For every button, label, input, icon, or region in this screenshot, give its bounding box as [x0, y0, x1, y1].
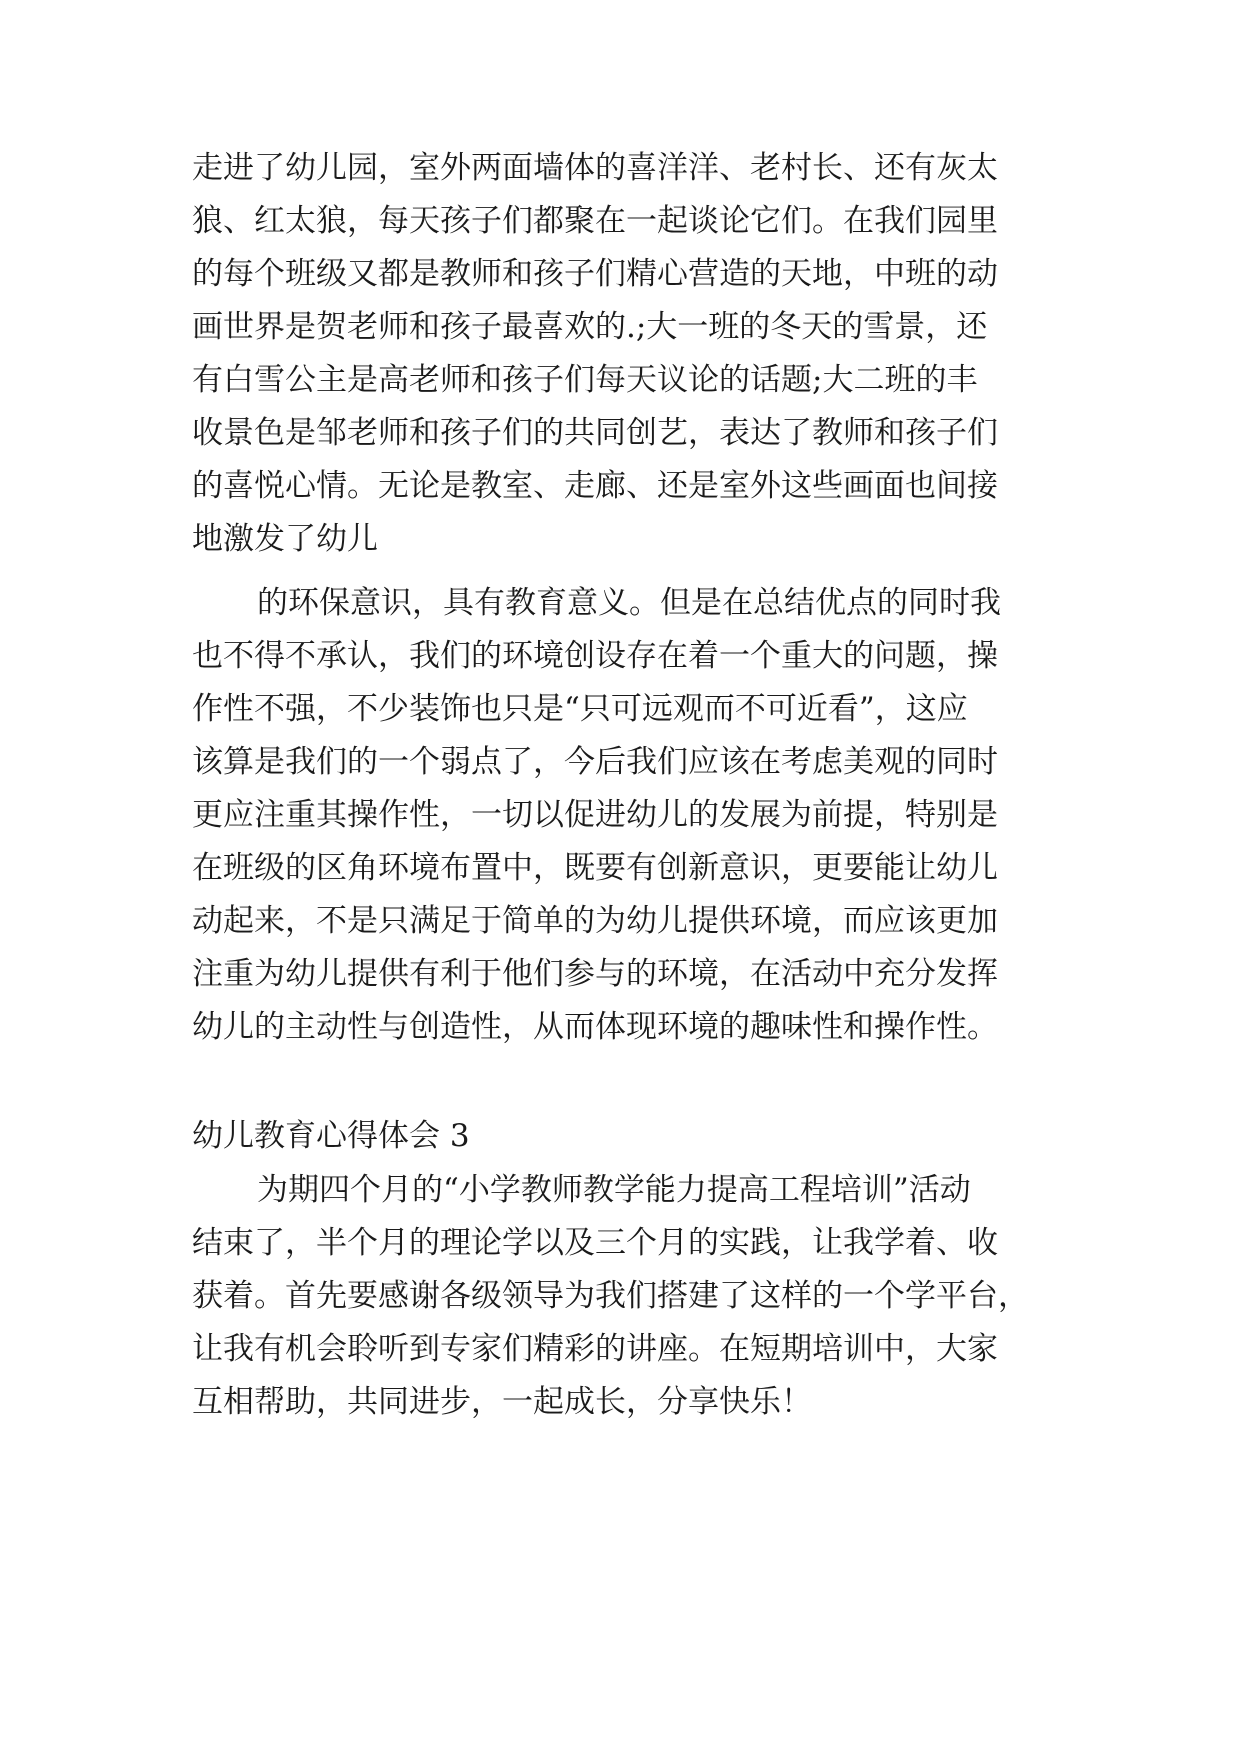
- paragraph-3-line-1: 为期四个月的“小学教师教学能力提高工程培训”活动: [257, 1172, 971, 1208]
- paragraph-1-line-6: 收景色是邹老师和孩子们的共同创艺，表达了教师和孩子们: [192, 415, 998, 451]
- paragraph-1-line-4: 画世界是贺老师和孩子最喜欢的.;大一班的冬天的雪景，还: [192, 309, 988, 345]
- paragraph-1-line-5: 有白雪公主是高老师和孩子们每天议论的话题;大二班的丰: [192, 362, 978, 398]
- paragraph-2-line-6: 在班级的区角环境布置中，既要有创新意识，更要能让幼儿: [192, 850, 998, 886]
- paragraph-1-line-2: 狼、红太狼，每天孩子们都聚在一起谈论它们。在我们园里: [192, 203, 998, 239]
- paragraph-2-line-9: 幼儿的主动性与创造性，从而体现环境的趣味性和操作性。: [192, 1009, 998, 1045]
- paragraph-1-line-1: 走进了幼儿园，室外两面墙体的喜洋洋、老村长、还有灰太: [192, 150, 998, 186]
- paragraph-3-line-2: 结束了，半个月的理论学以及三个月的实践，让我学着、收: [192, 1225, 998, 1261]
- section-heading: 幼儿教育心得体会 3: [192, 1118, 470, 1154]
- paragraph-3-line-3: 获着。首先要感谢各级领导为我们搭建了这样的一个学平台，: [192, 1278, 1029, 1314]
- paragraph-2-line-2: 也不得不承认，我们的环境创设存在着一个重大的问题，操: [192, 638, 998, 674]
- paragraph-2-line-3: 作性不强，不少装饰也只是“只可远观而不可近看”，这应: [192, 691, 968, 727]
- paragraph-1-line-7: 的喜悦心情。无论是教室、走廊、还是室外这些画面也间接: [192, 468, 998, 504]
- paragraph-3-line-5: 互相帮助，共同进步，一起成长，分享快乐！: [192, 1384, 812, 1420]
- paragraph-1-line-3: 的每个班级又都是教师和孩子们精心营造的天地，中班的动: [192, 256, 998, 292]
- paragraph-2-line-8: 注重为幼儿提供有利于他们参与的环境，在活动中充分发挥: [192, 956, 998, 992]
- paragraph-2-line-5: 更应注重其操作性，一切以促进幼儿的发展为前提，特别是: [192, 797, 998, 833]
- paragraph-2-line-7: 动起来，不是只满足于简单的为幼儿提供环境，而应该更加: [192, 903, 998, 939]
- paragraph-2-line-4: 该算是我们的一个弱点了，今后我们应该在考虑美观的同时: [192, 744, 998, 780]
- paragraph-1-line-8: 地激发了幼儿: [192, 521, 378, 557]
- paragraph-2-line-1: 的环保意识，具有教育意义。但是在总结优点的同时我: [257, 585, 1001, 621]
- paragraph-3-line-4: 让我有机会聆听到专家们精彩的讲座。在短期培训中，大家: [192, 1331, 998, 1367]
